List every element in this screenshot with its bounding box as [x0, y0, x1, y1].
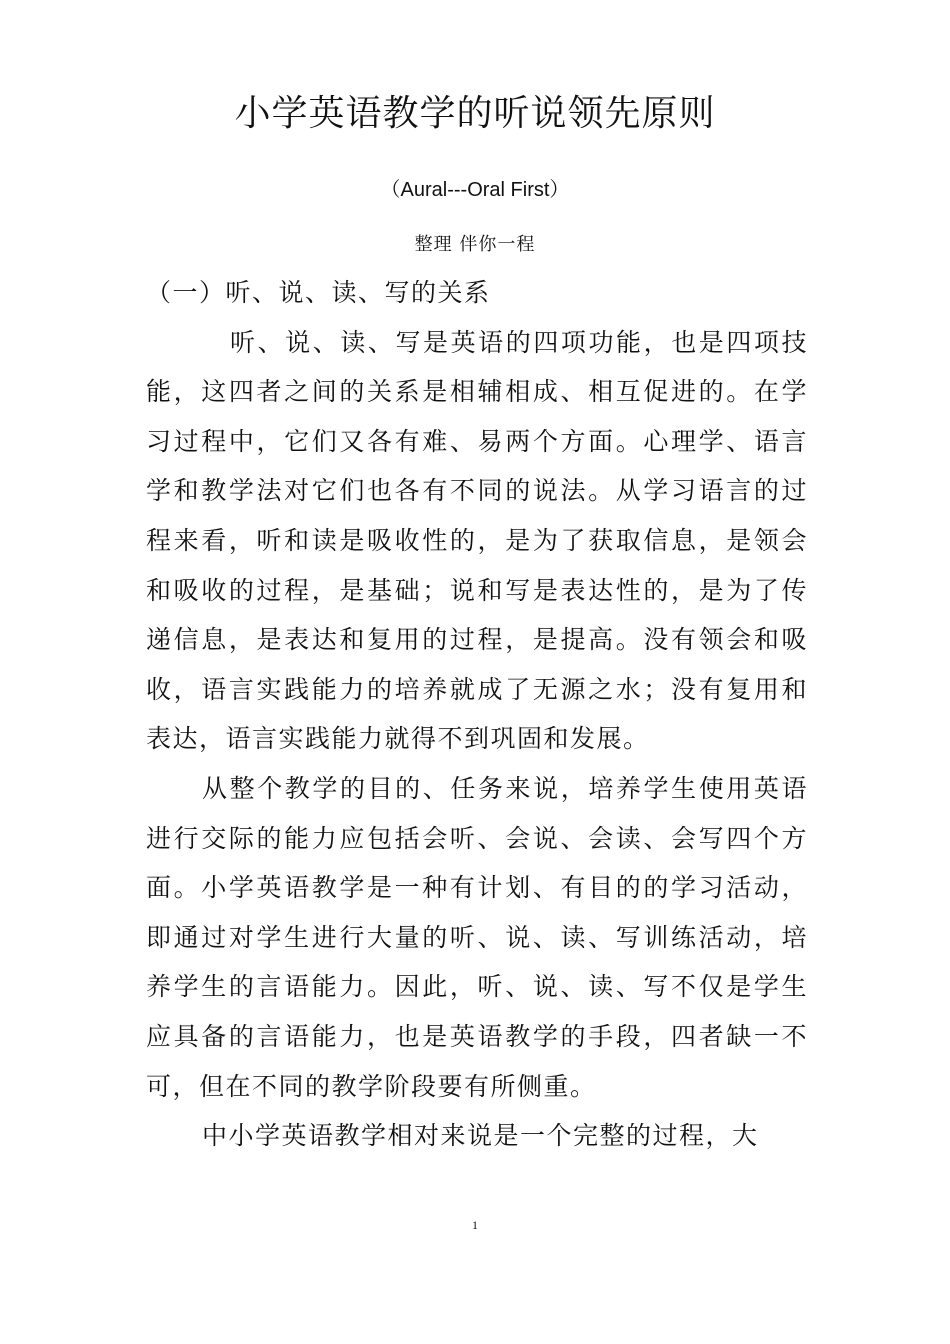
document-body: [146, 268, 808, 1161]
document-title: 小学英语教学的听说领先原则: [234, 93, 716, 134]
document-subtitle: （Aural---Oral First）: [380, 179, 570, 201]
page-number: 1: [472, 1218, 478, 1232]
document-author: 整理 伴你一程: [414, 234, 536, 255]
body-paragraph: 中小学英语教学相对来说是一个完整的过程，大: [202, 1121, 759, 1151]
section-heading: （一）听、说、读、写的关系: [146, 278, 491, 307]
body-paragraph: 从整个教学的目的、任务来说，培养学生使用英语进行交际的能力应包括会听、会说、会读、会写四个方面。小学英语教学是一种有计划、有目的的学习活动，即通过对学生进行大量的听、说、读、写训练活动，培养学生的言语能力。因此，听、说、读、写不仅是学生应具备的言语能力，也是英语教学的手段，四者缺一不可，但在不同的教学阶段要有所侧重。: [146, 773, 808, 1101]
body-paragraph: 听、说、读、写是英语的四项功能，也是四项技能，这四者之间的关系是相辅相成、相互促进的。在学习过程中，它们又各有难、易两个方面。心理学、语言学和教学法对它们也各有不同的说法。从学习语言的过程来看，听和读是吸收性的，是为了获取信息，是领会和吸收的过程，是基础；说和写是表达性的，是为了传递信息，是表达和复用的过程，是提高。没有领会和吸收，语言实践能力的培养就成了无源之水；没有复用和表达，语言实践能力就得不到巩固和发展。: [146, 327, 808, 754]
